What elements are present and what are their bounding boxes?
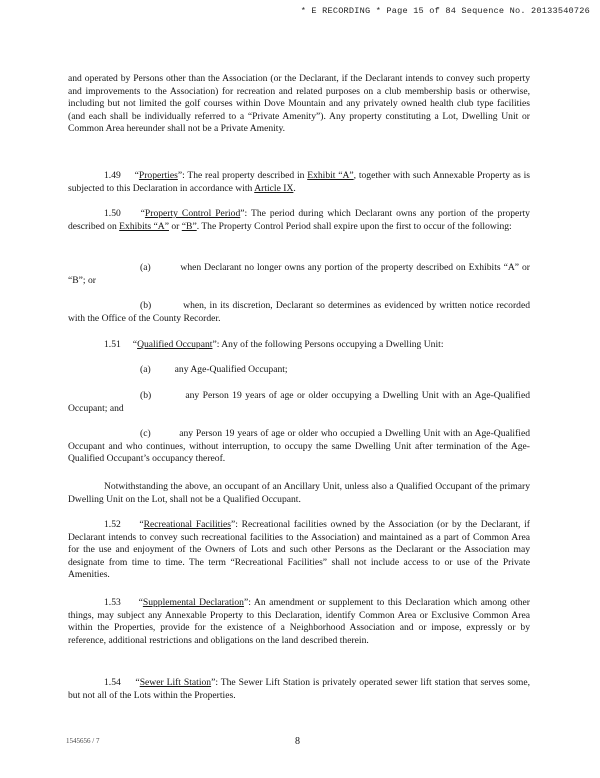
clause-label: (b) [140, 390, 152, 401]
page-number: 8 [295, 736, 300, 747]
section-text: : An amendment or supplement to this Declaration which among other things, may subject any Annexable Property to this Declaration, identify Common Area or Exclusive Common Area within the Properties, provide for the existence of a Neighborhood Association and or impose, expressly or by reference, additional restrictions and obligations on the land described therein. [68, 597, 530, 646]
footer-doc-id: 1545656 / 7 [66, 737, 100, 745]
clause-text: any Person 19 years of age or older occupying a Dwelling Unit with an Age-Qualified Occupant; and [68, 390, 531, 414]
section-1-50: 1.50 “Property Control Period”: The period during which Declarant owns any portion of the property described on Exhibits “A” or “B”. The Property Control Period shall expire upon the first to occur of the following: [68, 208, 530, 232]
section-number: 1.51 [104, 339, 121, 350]
clause-1-51-b [68, 390, 530, 415]
clause-text: when, in its discretion, Declarant so determines as evidenced by written notice recorded with the Office of the County Recorder. [68, 300, 530, 324]
exhibit-reference: “B” [181, 220, 197, 232]
clause-1-51-c [68, 428, 530, 466]
clause-1-51-a [68, 364, 530, 377]
section-number: 1.52 [104, 519, 121, 530]
clause-label: (b) [140, 300, 152, 311]
clause-label: (a) [140, 364, 151, 375]
paragraph-ancillary-unit: Notwithstanding the above, an occupant of an Ancillary Unit, unless also a Qualified Occupant of the primary Dwelling Unit on the Lot, shall not be a Qualified Occupant. [68, 481, 530, 505]
clause-label: (c) [140, 428, 151, 439]
section-number: 1.50 [104, 208, 121, 219]
section-text: , together with such Annexable Property as is subjected to this Declaration in accordance with [68, 170, 530, 194]
article-reference: Article IX [254, 182, 294, 194]
recording-header: * E RECORDING * Page 15 of 84 Sequence No. 20133540726 [300, 6, 590, 16]
clause-label: (a) [140, 262, 151, 273]
section-text: : Any of the following Persons occupying a Dwelling Unit: [216, 339, 444, 350]
section-text: : The period during which Declarant owns any portion of the property described on [68, 208, 530, 232]
section-1-52: 1.52 “Recreational Facilities”: Recreational facilities owned by the Association (or by the Declarant, if Declarant intends to convey such recreational facilities to the Association) and maintained as a part of Common Area for the use and enjoyment of the Owners of Lots and such other Persons as the Declarant or the Association may designate from time to time. The term “Recreational Facilities” shall not include access to or use of the Private Amenities. [68, 519, 530, 581]
section-text: : Recreational facilities owned by the Association (or by the Declarant, if Declarant intends to convey such recreational facilities to the Association) and maintained as a part of Common Area for the use and enjoyment of the Owners of Lots and such other Persons as the Declarant or the Association may designate from time to time. The term “Recreational Facilities” shall not include access to or use of the Private Amenities. [68, 519, 530, 581]
section-1-53: 1.53 “Supplemental Declaration”: An amendment or supplement to this Declaration which among other things, may subject any Annexable Property to this Declaration, identify Common Area or Exclusive Common Area within the Properties, provide for the existence of a Neighborhood Association and or impose, expressly or by reference, additional restrictions and obligations on the land described therein. [68, 597, 530, 646]
clause-text: any Age-Qualified Occupant; [174, 364, 288, 375]
clause-text: any Person 19 years of age or older who occupied a Dwelling Unit with an Age-Qualified Occupant and who continues, without interruption, to occupy the same Dwelling Unit after termination of the Age-Qualified Occupant’s occupancy thereof. [68, 428, 530, 465]
defined-term: Property Control Period [144, 208, 241, 219]
section-number: 1.53 [104, 597, 121, 608]
section-text: or [168, 220, 182, 232]
clause-1-50-a [68, 262, 530, 287]
clause-text: when Declarant no longer owns any portion of the property described on Exhibits “A” or “B”; or [68, 262, 530, 286]
exhibit-reference: Exhibits “A” [119, 220, 169, 232]
section-1-49: 1.49 “Properties”: The real property described in Exhibit “A”, together with such Annexable Property as is subjected to this Declaration in accordance with Article IX. [68, 170, 530, 194]
section-1-51: 1.51 “Qualified Occupant”: Any of the following Persons occupying a Dwelling Unit: [104, 339, 444, 350]
section-text: : The real property described in [182, 170, 308, 181]
defined-term: Supplemental Declaration [142, 597, 244, 608]
paragraph-private-amenity-cont: and operated by Persons other than the Association (or the Declarant, if the Declarant intends to convey such property and improvements to the Association) for recreation and related purposes on a club membership basis or otherwise, including but not limited the golf courses within Dove Mountain and any privately owned health club type facilities (and each shall be individually referred to a “Private Amenity”). Any property constituting a Lot, Dwelling Unit or Common Area hereunder shall not be a Private Amenity. [68, 73, 530, 135]
clause-1-50-b [68, 300, 530, 325]
defined-term: Properties [138, 170, 178, 181]
section-1-54: 1.54 “Sewer Lift Station”: The Sewer Lift Station is privately operated sewer lift station that serves some, but not all of the Lots within the Properties. [68, 677, 531, 701]
defined-term: Qualified Occupant [137, 339, 213, 350]
section-text: . [293, 182, 296, 194]
section-number: 1.54 [104, 677, 121, 688]
defined-term: Recreational Facilities [143, 519, 231, 530]
exhibit-reference: Exhibit “A” [307, 170, 354, 181]
section-text: . The Property Control Period shall expire upon the first to occur of the following: [196, 220, 512, 232]
defined-term: Sewer Lift Station [139, 677, 212, 688]
section-text: : The Sewer Lift Station is privately operated sewer lift station that serves some, but not all of the Lots within the Properties. [68, 677, 531, 701]
section-number: 1.49 [104, 170, 121, 181]
